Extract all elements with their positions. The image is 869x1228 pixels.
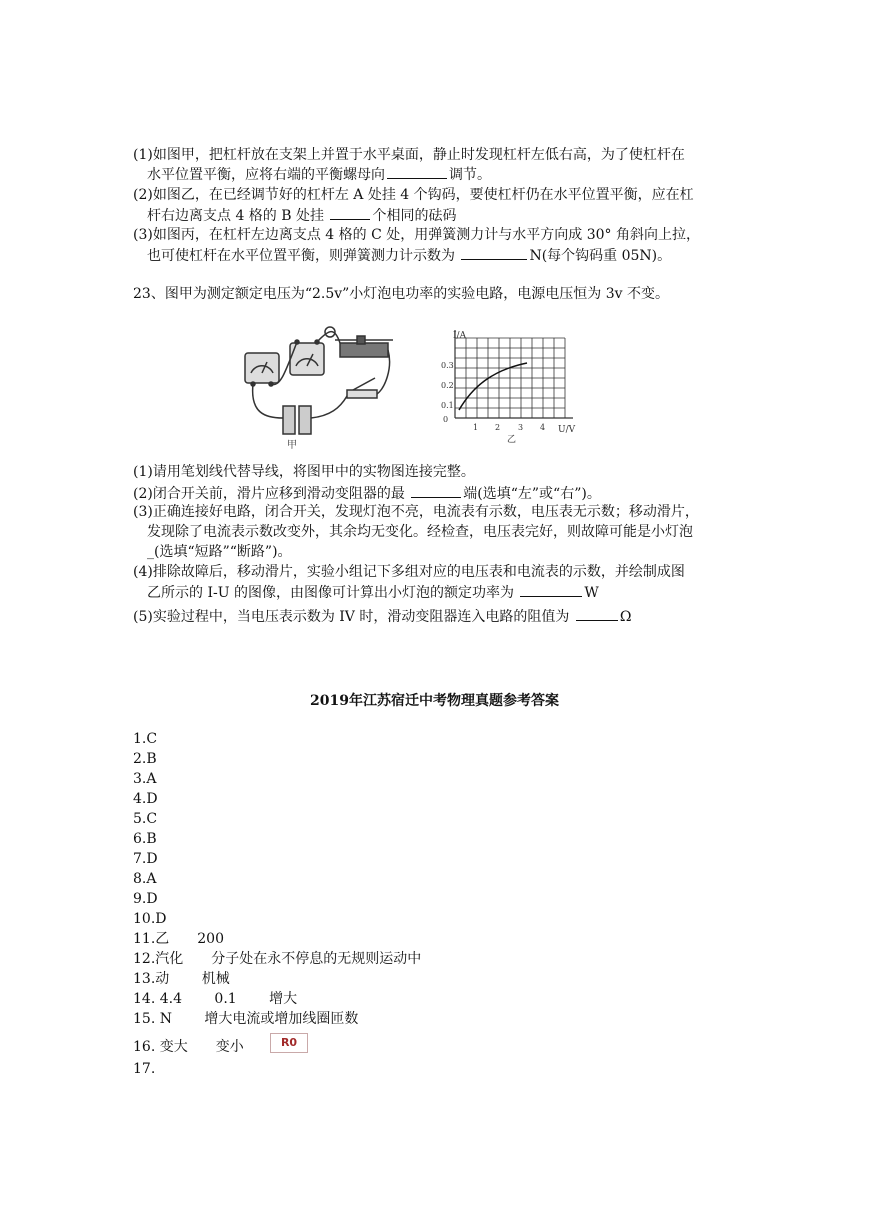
answer-blank [387,164,447,179]
q23-part4-text: 乙所示的 I-U 的图像，由图像可计算出小灯泡的额定功率为 [147,585,519,601]
q23-part4-line1: (4)排除故障后，移动滑片，实验小组记下多组对应的电压表和电流表的示数，并绘制成图 [133,564,685,580]
q22-part1-line2 [147,164,491,184]
answer-item: 10.D [133,911,167,927]
q23-part1: (1)请用笔划线代替导线，将图甲中的实物图连接完整。 [133,464,475,480]
q23-part2-text: (2)闭合开关前，滑片应移到滑动变阻器的最 [133,486,410,502]
q23-stem: 23、图甲为测定额定电压为“2.5v”小灯泡电功率的实验电路，电源电压恒为 3v 不变。 [133,286,670,302]
q22-part2-suffix: 个相同的砝码 [372,208,457,224]
answer-item: 8.A [133,871,157,887]
answer-item: 4.D [133,791,158,807]
answer-blank [520,582,582,597]
y-tick: 0 [443,415,449,424]
answer-blank [411,483,461,498]
x-tick: 1 [473,423,479,432]
q23-part3-line1: (3)正确连接好电路，闭合开关，发现灯泡不亮，电流表有示数，电压表无示数；移动滑片， [133,504,699,520]
y-tick: 0.3 [441,361,454,370]
answer-item: 1.C [133,731,158,747]
graph-caption: 乙 [507,435,517,445]
q22-part1-text: 水平位置平衡，应将右端的平衡螺母向 [147,167,385,183]
q23-part3-line3: _(选填“短路”“断路”)。 [147,544,292,560]
answer-item: 5.C [133,811,158,827]
answer-item: 14. 4.4 0.1 增大 [133,991,298,1007]
answer-blank [330,205,370,220]
answer-item: 11.乙 200 [133,931,224,947]
answer-blank [576,606,618,621]
q22-part3-line2 [147,245,671,265]
answer-item: 15. N 增大电流或增加线圈匝数 [133,1011,359,1027]
q22-part1-line1: (1)如图甲，把杠杆放在支架上并置于水平桌面，静止时发现杠杆左低右高，为了使杠杆在 [133,147,685,163]
answer-item: 13.动 机械 [133,971,230,987]
q23-figures [235,318,595,458]
q22-part3-text: 也可使杠杆在水平位置平衡，则弹簧测力计示数为 [147,248,460,264]
answer-item: 9.D [133,891,158,907]
answer-blank [461,245,527,260]
q23-part5 [133,606,631,626]
q23-part5-suffix: Ω [619,609,632,625]
q22-part2-text: 杆右边离支点 4 格的 B 处挂 [147,208,329,224]
x-tick: 2 [495,423,501,432]
q23-part4-suffix: W [584,585,599,601]
x-tick: 4 [540,423,546,432]
circuit-diagram [245,327,393,434]
graph-x-label: U/V [558,425,576,435]
answers-title: 2019年江苏宿迁中考物理真题参考答案 [310,693,559,709]
answer-item: 7.D [133,851,158,867]
answer-item: 17. [133,1061,156,1077]
q23-part2-suffix: 端(选填“左”或“右”)。 [463,486,601,502]
q23-part3-line2: 发现除了电流表示数改变外，其余均无变化。经检查，电压表完好，则故障可能是小灯泡 [147,524,693,540]
q23-part4-line2 [147,582,599,602]
y-tick: 0.2 [441,381,454,390]
iu-graph [441,330,576,445]
q22-part2-line2 [147,205,456,225]
iu-curve [459,363,527,410]
answer-item: 6.B [133,831,157,847]
x-tick: 3 [518,423,524,432]
q22-part1-suffix: 调节。 [449,167,491,183]
figure-a-caption: 甲 [287,440,297,451]
q22-part2-line1: (2)如图乙，在已经调节好的杠杆左 A 处挂 4 个钩码，要使杠杆仍在水平位置平衡，应在杠 [133,187,694,203]
answer-item: 16. 变大 变小 [133,1039,244,1055]
q22-part3-suffix: N(每个钩码重 05N)。 [529,248,672,264]
r0-resistor-symbol: R0 [270,1033,308,1053]
answer-item: 3.A [133,771,157,787]
graph-y-label: I/A [453,331,467,341]
q22-part3-line1: (3)如图丙，在杠杆左边离支点 4 格的 C 处，用弹簧测力计与水平方向成 30° 角斜向上拉， [133,227,700,243]
y-tick: 0.1 [441,401,454,410]
q23-part2 [133,483,601,503]
answer-item: 2.B [133,751,157,767]
answer-item: 12.汽化 分子处在永不停息的无规则运动中 [133,951,422,967]
q23-part5-text: (5)实验过程中，当电压表示数为 IV 时，滑动变阻器连入电路的阻值为 [133,609,574,625]
